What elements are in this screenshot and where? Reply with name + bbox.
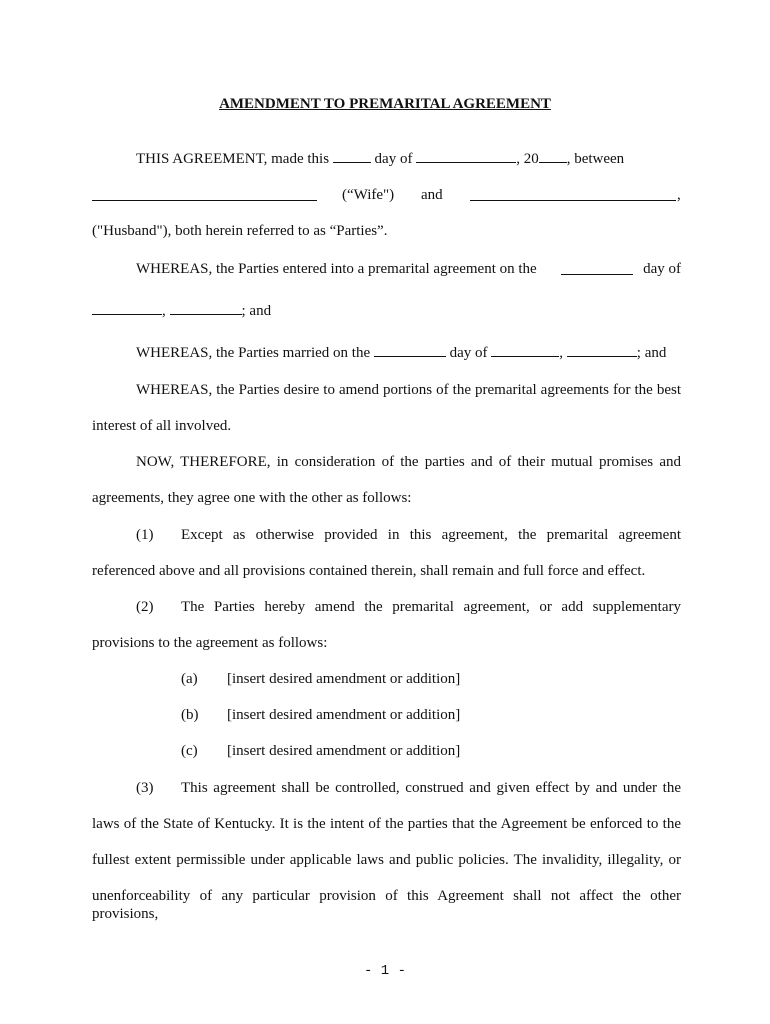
and-text: and: [421, 187, 443, 203]
document-title: AMENDMENT TO PREMARITAL AGREEMENT: [219, 96, 551, 112]
whereas-1-text: WHEREAS, the Parties entered into a premarital agreement on the: [136, 261, 537, 277]
clause-1-line-1: Except as otherwise provided in this agreement, the premarital agreement: [181, 527, 681, 543]
subitem-b-label: (b): [181, 707, 199, 723]
wife-label: (“Wife"): [342, 187, 395, 203]
subitem-c-text: [insert desired amendment or addition]: [227, 743, 461, 759]
whereas-3-line-1: WHEREAS, the Parties desire to amend portions of the premarital agreements for the best: [136, 382, 681, 398]
intro-day-of: day of: [374, 151, 413, 167]
day-blank[interactable]: [333, 148, 371, 163]
now-therefore-line-1: NOW, THEREFORE, in consideration of the parties and of their mutual promises and: [136, 454, 681, 470]
clause-2-line-1: The Parties hereby amend the premarital agreement, or add supplementary: [181, 599, 681, 615]
month-blank[interactable]: [416, 148, 516, 163]
intro-line: [136, 148, 624, 168]
clause-3-line-1: This agreement shall be controlled, construed and given effect by and under the: [181, 780, 681, 796]
clause-3-line-3: fullest extent permissible under applicable laws and public policies. The invalidity, illegality, or: [92, 852, 681, 868]
clause-1-line-2: referenced above and all provisions contained therein, shall remain and full force and effect.: [92, 563, 646, 579]
subitem-b-text: [insert desired amendment or addition]: [227, 707, 461, 723]
whereas-2-line: WHEREAS, the Parties married on the day of , ; and: [136, 342, 666, 362]
whereas-2-day-of: day of: [449, 345, 488, 361]
intro-year-prefix: , 20: [516, 151, 539, 167]
whereas-2-text: WHEREAS, the Parties married on the: [136, 345, 371, 361]
agreement-day-blank[interactable]: [561, 260, 633, 275]
whereas-1-tail: ; and: [241, 303, 272, 319]
subitem-a-label: (a): [181, 671, 198, 687]
husband-name-blank[interactable]: [470, 186, 676, 201]
subitem-c-label: (c): [181, 743, 198, 759]
now-therefore-line-2: agreements, they agree one with the other as follows:: [92, 490, 412, 506]
whereas-1-line: [136, 260, 681, 278]
agreement-month-blank[interactable]: [92, 300, 162, 315]
agreement-year-blank[interactable]: [170, 300, 242, 315]
comma-text: ,: [677, 187, 681, 203]
intro-made-this: THIS AGREEMENT, made this: [136, 151, 330, 167]
subitem-a-text: [insert desired amendment or addition]: [227, 671, 461, 687]
whereas-2-tail: ; and: [636, 345, 667, 361]
clause-1-number: (1): [136, 527, 154, 543]
whereas-3-line-2: interest of all involved.: [92, 418, 232, 434]
whereas-1-day-of: day of: [643, 261, 681, 277]
clause-2-line-2: provisions to the agreement as follows:: [92, 635, 328, 651]
intro-between: , between: [566, 151, 625, 167]
marriage-year-blank[interactable]: [567, 342, 637, 357]
marriage-month-blank[interactable]: [491, 342, 559, 357]
whereas-1-line-2: , ; and: [92, 300, 271, 320]
clause-3-number: (3): [136, 780, 154, 796]
clause-3-line-2: laws of the State of Kentucky. It is the intent of the parties that the Agreement be enforced to the: [92, 816, 681, 832]
wife-name-blank[interactable]: [92, 186, 317, 201]
year-blank[interactable]: [539, 148, 567, 163]
husband-line: ("Husband"), both herein referred to as “Parties”.: [92, 223, 388, 239]
marriage-day-blank[interactable]: [374, 342, 446, 357]
page-number: - 1 -: [363, 963, 406, 979]
clause-2-number: (2): [136, 599, 154, 615]
clause-3-line-4: unenforceability of any particular provision of this Agreement shall not affect the other provisions,: [92, 888, 681, 922]
